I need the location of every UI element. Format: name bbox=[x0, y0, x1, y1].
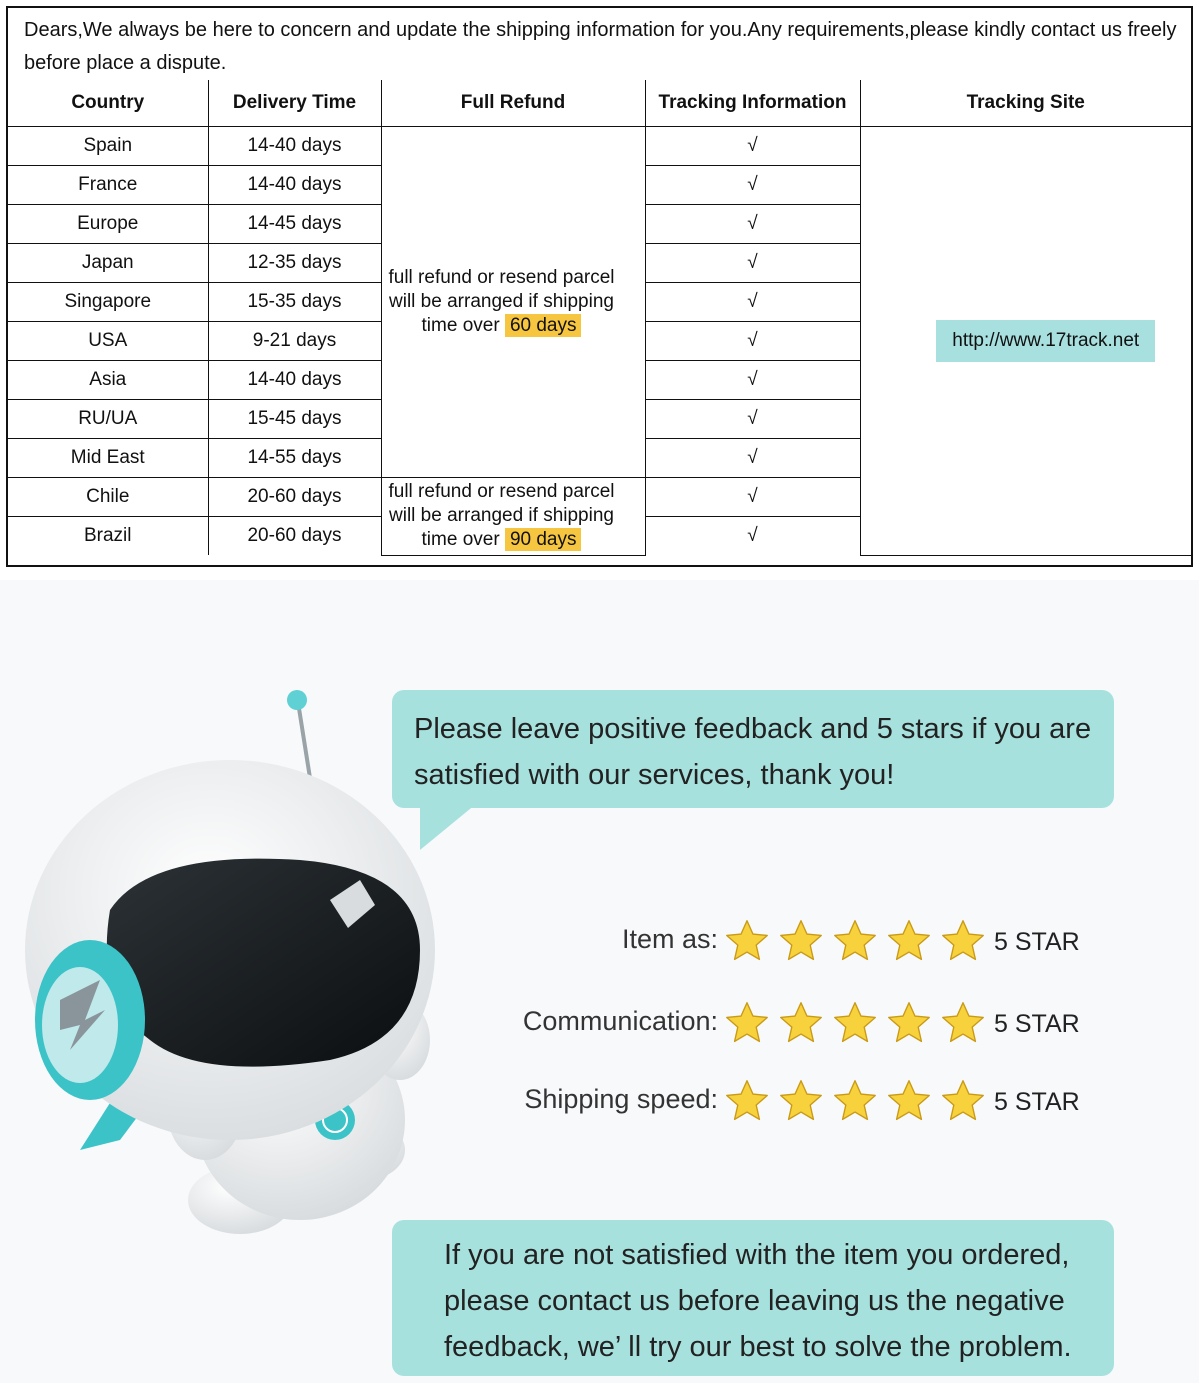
tracking-site-cell bbox=[860, 127, 1191, 556]
country-cell: Asia bbox=[8, 361, 208, 400]
rating-row-item bbox=[420, 916, 1100, 966]
star-icon bbox=[940, 918, 986, 964]
country-cell: Spain bbox=[8, 127, 208, 166]
delivery-cell: 14-55 days bbox=[208, 439, 381, 478]
star-icon bbox=[724, 1000, 770, 1046]
star-icon bbox=[886, 1000, 932, 1046]
refund-text: full refund or resend parcel will be arranged if shipping time over bbox=[388, 267, 615, 336]
star-icon bbox=[940, 1078, 986, 1124]
shipping-info-panel bbox=[6, 6, 1193, 567]
country-cell: RU/UA bbox=[8, 400, 208, 439]
delivery-cell: 12-35 days bbox=[208, 244, 381, 283]
tracking-check-cell: √ bbox=[645, 517, 860, 556]
tracking-check-cell: √ bbox=[645, 478, 860, 517]
star-icon bbox=[886, 1078, 932, 1124]
tracking-check-cell: √ bbox=[645, 361, 860, 400]
delivery-cell: 15-45 days bbox=[208, 400, 381, 439]
refund-cell bbox=[381, 478, 645, 556]
delivery-cell: 20-60 days bbox=[208, 517, 381, 556]
tracking-check-cell: √ bbox=[645, 166, 860, 205]
tracking-check-cell: √ bbox=[645, 127, 860, 166]
rating-row-shipping-speed bbox=[420, 1076, 1100, 1126]
delivery-cell: 14-40 days bbox=[208, 361, 381, 400]
notice-text: Dears,We always be here to concern and update the shipping information for you.Any requirements,please kindly contact us freely before place a dispute. bbox=[24, 19, 1177, 74]
refund-text: full refund or resend parcel will be arranged if shipping time over bbox=[388, 481, 615, 551]
rating-label: Item as: bbox=[621, 924, 718, 954]
feedback-request-bubble: Please leave positive feedback and 5 stars if you are satisfied with our services, thank you! bbox=[392, 690, 1114, 808]
header-country: Country bbox=[8, 80, 208, 127]
star-icon bbox=[832, 1000, 878, 1046]
star-rating bbox=[724, 998, 992, 1048]
rating-label: Shipping speed: bbox=[524, 1084, 718, 1114]
country-cell: Europe bbox=[8, 205, 208, 244]
country-cell: Japan bbox=[8, 244, 208, 283]
rating-row-communication bbox=[420, 998, 1100, 1048]
star-icon bbox=[778, 1000, 824, 1046]
shipping-table bbox=[8, 80, 1191, 556]
delivery-cell: 15-35 days bbox=[208, 283, 381, 322]
rating-value: 5 STAR bbox=[994, 1010, 1080, 1038]
table-row bbox=[8, 127, 1191, 166]
tracking-check-cell: √ bbox=[645, 244, 860, 283]
tracking-check-cell: √ bbox=[645, 283, 860, 322]
speech-bubble-tail bbox=[420, 804, 476, 850]
tracking-site-link[interactable]: http://www.17track.net bbox=[936, 320, 1155, 362]
delivery-cell: 14-45 days bbox=[208, 205, 381, 244]
star-icon bbox=[940, 1000, 986, 1046]
star-icon bbox=[724, 1078, 770, 1124]
delivery-cell: 9-21 days bbox=[208, 322, 381, 361]
table-header-row bbox=[8, 80, 1191, 127]
star-icon bbox=[724, 918, 770, 964]
star-icon bbox=[778, 1078, 824, 1124]
star-icon bbox=[832, 1078, 878, 1124]
refund-highlight: 60 days bbox=[505, 314, 582, 337]
country-cell: Brazil bbox=[8, 517, 208, 556]
delivery-cell: 14-40 days bbox=[208, 166, 381, 205]
refund-cell bbox=[381, 127, 645, 478]
delivery-cell: 14-40 days bbox=[208, 127, 381, 166]
tracking-check-cell: √ bbox=[645, 439, 860, 478]
country-cell: Chile bbox=[8, 478, 208, 517]
feedback-section bbox=[0, 580, 1199, 1383]
negative-feedback-notice-bubble: If you are not satisfied with the item you ordered, please contact us before leaving us the negative feedback, we’ ll try our best to solve the problem. bbox=[392, 1220, 1114, 1376]
refund-highlight: 90 days bbox=[505, 528, 582, 551]
country-cell: USA bbox=[8, 322, 208, 361]
delivery-cell: 20-60 days bbox=[208, 478, 381, 517]
tracking-check-cell: √ bbox=[645, 400, 860, 439]
header-full-refund: Full Refund bbox=[381, 80, 645, 127]
rating-label: Communication: bbox=[522, 1006, 718, 1036]
star-icon bbox=[832, 918, 878, 964]
country-cell: Mid East bbox=[8, 439, 208, 478]
rating-value: 5 STAR bbox=[994, 1088, 1080, 1116]
star-icon bbox=[886, 918, 932, 964]
country-cell: France bbox=[8, 166, 208, 205]
header-tracking-site: Tracking Site bbox=[860, 80, 1191, 127]
star-rating bbox=[724, 1076, 992, 1126]
tracking-check-cell: √ bbox=[645, 205, 860, 244]
rating-value: 5 STAR bbox=[994, 928, 1080, 956]
tracking-check-cell: √ bbox=[645, 322, 860, 361]
header-delivery-time: Delivery Time bbox=[208, 80, 381, 127]
country-cell: Singapore bbox=[8, 283, 208, 322]
header-tracking-information: Tracking Information bbox=[645, 80, 860, 127]
star-rating bbox=[724, 916, 992, 966]
star-icon bbox=[778, 918, 824, 964]
